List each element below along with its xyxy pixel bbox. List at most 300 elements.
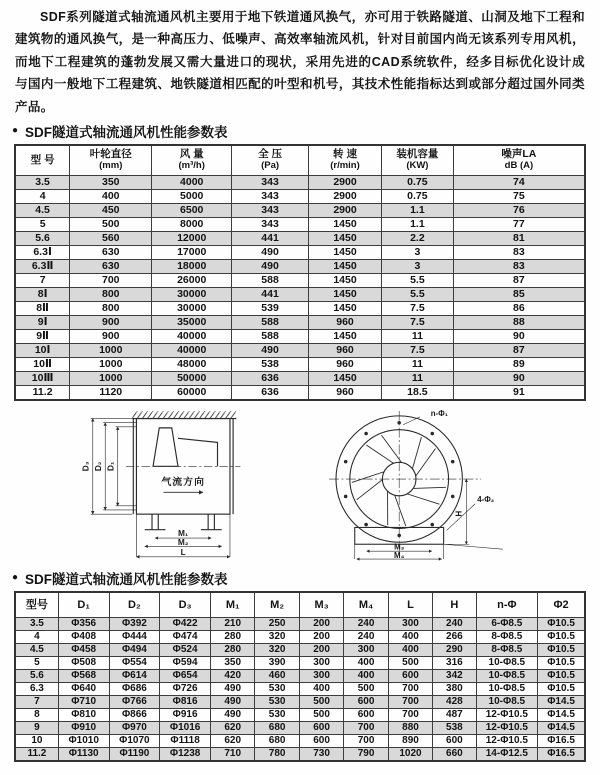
table-cell: 0.75	[381, 175, 453, 189]
column-header: 型 号	[15, 145, 70, 175]
column-header: H	[433, 592, 476, 618]
table-cell: 500	[299, 696, 343, 709]
column-header: 型号	[15, 592, 58, 618]
table-cell: Φ494	[109, 644, 160, 657]
table-cell: 343	[232, 203, 309, 217]
table-cell: Φ508	[58, 657, 109, 670]
table-cell: 90	[453, 371, 585, 385]
column-header: D₂	[109, 592, 160, 618]
table-cell: 300	[299, 657, 343, 670]
table-cell: 8Ⅰ	[15, 287, 70, 301]
table-cell: 600	[344, 709, 388, 722]
table-cell: 6.3Ⅱ	[15, 259, 70, 273]
table-cell: Φ1016	[160, 722, 211, 735]
table-cell: 210	[210, 618, 254, 631]
table-cell: Φ816	[160, 696, 211, 709]
table-cell: 1450	[309, 217, 382, 231]
table-cell: 530	[255, 709, 299, 722]
table-cell: 700	[388, 709, 432, 722]
table-row	[15, 748, 585, 762]
table-cell: 5.6	[15, 231, 70, 245]
table-cell: Φ10.5	[538, 657, 585, 670]
table-cell: 11	[381, 371, 453, 385]
table-cell: 530	[255, 683, 299, 696]
table-row	[15, 670, 585, 683]
table-cell: 50000	[152, 371, 232, 385]
table-cell: 4.5	[15, 203, 70, 217]
header-row	[15, 145, 585, 175]
table-cell: 450	[70, 203, 152, 217]
table-cell: Φ686	[109, 683, 160, 696]
table-cell: 30000	[152, 301, 232, 315]
performance-table	[14, 144, 586, 401]
table-row	[15, 735, 585, 748]
table-cell: 538	[232, 357, 309, 371]
fan-blades	[352, 435, 446, 526]
table-cell: 10	[15, 735, 58, 748]
table-cell: 83	[453, 245, 585, 259]
table-cell: 26000	[152, 273, 232, 287]
table-cell: 9	[15, 722, 58, 735]
table-cell: Φ408	[58, 631, 109, 644]
table-cell: 6-Φ8.5	[476, 618, 538, 631]
table-cell: 1.1	[381, 203, 453, 217]
table-cell: 680	[255, 735, 299, 748]
table-row	[15, 683, 585, 696]
table-cell: 630	[70, 259, 152, 273]
table-cell: 420	[210, 670, 254, 683]
table-cell: 1000	[70, 343, 152, 357]
catalog-page	[0, 6, 600, 775]
table-cell: 316	[433, 657, 476, 670]
table-cell: 636	[232, 371, 309, 385]
table-cell: 40000	[152, 329, 232, 343]
table-cell: 3.5	[15, 175, 70, 189]
section-title-text: SDF隧道式轴流通风机性能参数表	[25, 568, 228, 588]
table-cell: 1450	[309, 329, 382, 343]
table-cell: 539	[232, 301, 309, 315]
section-title-performance	[12, 121, 600, 141]
table-row	[15, 259, 585, 273]
table-cell: 800	[70, 301, 152, 315]
table-cell: 5	[15, 657, 58, 670]
table-cell: 11.2	[15, 385, 70, 400]
table-cell: Φ1118	[160, 735, 211, 748]
table-cell: 600	[344, 696, 388, 709]
table-row	[15, 343, 585, 357]
l-label: L	[181, 547, 186, 557]
column-header: 风 量 (m³/h)	[152, 145, 232, 175]
table-cell: 487	[433, 709, 476, 722]
table-cell: 790	[344, 748, 388, 762]
table-cell: Φ910	[58, 722, 109, 735]
table-cell: Φ1130	[58, 748, 109, 762]
table-cell: 6.3	[15, 683, 58, 696]
table-cell: 700	[344, 735, 388, 748]
table-cell: 428	[433, 696, 476, 709]
table-cell: 530	[255, 696, 299, 709]
column-header: 叶轮直径 (mm)	[70, 145, 152, 175]
table-cell: 343	[232, 175, 309, 189]
table-cell: 76	[453, 203, 585, 217]
fan-front-view-drawing	[301, 405, 527, 563]
table-cell: 636	[232, 385, 309, 400]
table-row	[15, 217, 585, 231]
technical-drawings	[0, 405, 600, 565]
flow-direction-label: 气流方向	[161, 475, 205, 488]
table-cell: 500	[70, 217, 152, 231]
table-cell: 280	[210, 644, 254, 657]
table-cell: 730	[299, 748, 343, 762]
table-cell: 87	[453, 273, 585, 287]
column-header: M₃	[299, 592, 343, 618]
table-cell: 5.5	[381, 287, 453, 301]
table-cell: 490	[210, 696, 254, 709]
table-cell: 1450	[309, 245, 382, 259]
table-row	[15, 657, 585, 670]
table-cell: 600	[299, 735, 343, 748]
column-header: 转 速 (r/min)	[309, 145, 382, 175]
table-cell: 250	[255, 618, 299, 631]
table-cell: Φ594	[160, 657, 211, 670]
table-cell: Φ458	[58, 644, 109, 657]
table-cell: 8	[15, 709, 58, 722]
table-cell: Φ1238	[160, 748, 211, 762]
table-cell: Φ970	[109, 722, 160, 735]
table-row	[15, 696, 585, 709]
table-cell: 200	[299, 631, 343, 644]
table-cell: 10Ⅱ	[15, 357, 70, 371]
table-cell: 11	[381, 357, 453, 371]
table-cell: 1000	[70, 357, 152, 371]
table-row	[15, 315, 585, 329]
column-header: L	[388, 592, 432, 618]
table-cell: 500	[388, 657, 432, 670]
table-cell: 60000	[152, 385, 232, 400]
table-cell: Φ640	[58, 683, 109, 696]
m3-label: M₃	[394, 542, 405, 551]
table-cell: 700	[388, 683, 432, 696]
table-cell: 2900	[309, 203, 382, 217]
table-cell: 77	[453, 217, 585, 231]
table-cell: 86	[453, 301, 585, 315]
table-cell: 500	[299, 709, 343, 722]
m2-label: M₂	[178, 536, 189, 546]
table-row	[15, 329, 585, 343]
table-cell: 12-Φ10.5	[476, 735, 538, 748]
table-cell: Φ14.5	[538, 722, 585, 735]
d2-label: D₂	[93, 461, 103, 471]
table-cell: 900	[70, 315, 152, 329]
table-cell: 5.5	[381, 273, 453, 287]
table-cell: 240	[433, 618, 476, 631]
table-cell: 240	[344, 618, 388, 631]
table-cell: 588	[232, 315, 309, 329]
column-header: M₁	[210, 592, 254, 618]
table-cell: 560	[70, 231, 152, 245]
header-row	[15, 592, 585, 618]
table-cell: 490	[232, 245, 309, 259]
table-cell: 400	[388, 631, 432, 644]
table-cell: 14-Φ12.5	[476, 748, 538, 762]
table-cell: 90	[453, 329, 585, 343]
leader-n-phi	[403, 416, 420, 424]
table-cell: 350	[210, 657, 254, 670]
table-cell: Φ392	[109, 618, 160, 631]
table-cell: 343	[232, 189, 309, 203]
fan-side-view-drawing	[73, 405, 283, 563]
table-cell: Φ866	[109, 709, 160, 722]
table-cell: 8Ⅱ	[15, 301, 70, 315]
table-cell: 490	[232, 259, 309, 273]
table-cell: 960	[309, 343, 382, 357]
table-cell: 400	[344, 657, 388, 670]
table-cell: 660	[433, 748, 476, 762]
table-cell: 880	[388, 722, 432, 735]
table-cell: Φ474	[160, 631, 211, 644]
table-cell: Φ554	[109, 657, 160, 670]
table-cell: Φ422	[160, 618, 211, 631]
table-cell: 0.75	[381, 189, 453, 203]
column-header: Φ2	[538, 592, 585, 618]
table-row	[15, 385, 585, 400]
table-cell: 87	[453, 343, 585, 357]
table-row	[15, 189, 585, 203]
column-header: n-Φ	[476, 592, 538, 618]
d1-label: D₁	[106, 461, 116, 471]
table-row	[15, 722, 585, 735]
table-cell: 48000	[152, 357, 232, 371]
table-cell: Φ356	[58, 618, 109, 631]
table-cell: 588	[232, 273, 309, 287]
table-cell: 2.2	[381, 231, 453, 245]
column-header: 装机容量 (KW)	[381, 145, 453, 175]
table-row	[15, 709, 585, 722]
table-cell: Φ614	[109, 670, 160, 683]
table-cell: Φ10.5	[538, 644, 585, 657]
table-cell: Φ810	[58, 709, 109, 722]
table-cell: 400	[70, 189, 152, 203]
table-cell: 266	[433, 631, 476, 644]
table-row	[15, 175, 585, 189]
table-cell: 7.5	[381, 301, 453, 315]
table-row	[15, 631, 585, 644]
column-header: M₂	[255, 592, 299, 618]
table-row	[15, 618, 585, 631]
table-cell: 91	[453, 385, 585, 400]
table-cell: 88	[453, 315, 585, 329]
table-cell: 7	[15, 273, 70, 287]
table-cell: 2900	[309, 189, 382, 203]
table-cell: Φ524	[160, 644, 211, 657]
table-row	[15, 371, 585, 385]
table-cell: 10-Φ8.5	[476, 696, 538, 709]
table-cell: 680	[255, 722, 299, 735]
table-cell: 74	[453, 175, 585, 189]
table-cell: 490	[232, 343, 309, 357]
table-cell: 700	[344, 722, 388, 735]
intro-paragraph: SDF系列隧道式轴流通风机主要用于地下铁道通风换气，亦可用于铁路隧道、山洞及地下工程和建筑物的通风换气，是一种高压力、低噪声、高效率轴流风机，针对目前国内尚无该系列专用风机，而地下工程建筑的蓬勃发展又需大量进口的现状，采用先进的CAD系统软件，经多目标优化设计成与国内一般地下工程建筑、地铁隧道相匹配的叶型和机号，其技术性能指标达到或部分超过国外同类产品。	[15, 6, 585, 118]
table-cell: 400	[299, 683, 343, 696]
table-cell: 3	[381, 259, 453, 273]
table-cell: 280	[210, 631, 254, 644]
table-cell: 960	[309, 385, 382, 400]
table-cell: 441	[232, 287, 309, 301]
dimensions-table	[14, 591, 586, 763]
table-cell: 320	[255, 631, 299, 644]
four-phi2-label: 4-Φ₂	[477, 494, 494, 503]
table-cell: 380	[433, 683, 476, 696]
table-cell: 7.5	[381, 343, 453, 357]
table-cell: 240	[344, 631, 388, 644]
table-cell: 600	[388, 670, 432, 683]
table-cell: 1450	[309, 371, 382, 385]
table-cell: 620	[210, 735, 254, 748]
table-cell: 200	[299, 618, 343, 631]
table-cell: Φ16.5	[538, 735, 585, 748]
table-cell: 490	[210, 683, 254, 696]
table-cell: 441	[232, 231, 309, 245]
table-cell: 18.5	[381, 385, 453, 400]
table-cell: 18000	[152, 259, 232, 273]
table-cell: 7	[15, 696, 58, 709]
table-cell: 12000	[152, 231, 232, 245]
table-cell: 343	[232, 217, 309, 231]
table-cell: 8000	[152, 217, 232, 231]
table-cell: 81	[453, 231, 585, 245]
table-row	[15, 287, 585, 301]
table-cell: 960	[309, 357, 382, 371]
table-cell: Φ1010	[58, 735, 109, 748]
table-cell: 89	[453, 357, 585, 371]
table-cell: 1120	[70, 385, 152, 400]
table-cell: 10Ⅲ	[15, 371, 70, 385]
column-header: M₄	[344, 592, 388, 618]
table-cell: 5.6	[15, 670, 58, 683]
table-cell: 300	[388, 618, 432, 631]
table-cell: 1020	[388, 748, 432, 762]
table-cell: 4	[15, 631, 58, 644]
table-cell: 75	[453, 189, 585, 203]
table-cell: 5	[15, 217, 70, 231]
table-cell: 460	[255, 670, 299, 683]
table-cell: Φ10.5	[538, 670, 585, 683]
table-cell: 6500	[152, 203, 232, 217]
table-row	[15, 273, 585, 287]
table-cell: 200	[299, 644, 343, 657]
table-cell: 10-Φ8.5	[476, 657, 538, 670]
table-cell: Φ1190	[109, 748, 160, 762]
table-cell: 630	[70, 245, 152, 259]
table-cell: Φ14.5	[538, 696, 585, 709]
table-cell: 600	[299, 722, 343, 735]
table-cell: 390	[255, 657, 299, 670]
table-cell: Φ654	[160, 670, 211, 683]
column-header: D₁	[58, 592, 109, 618]
table-cell: 4	[15, 189, 70, 203]
table-cell: Φ568	[58, 670, 109, 683]
m4-label: M₄	[394, 551, 405, 560]
table-cell: 700	[70, 273, 152, 287]
leader-base	[444, 544, 503, 549]
table-cell: 12-Φ10.5	[476, 709, 538, 722]
table-cell: 8-Φ8.5	[476, 631, 538, 644]
table-cell: 620	[210, 722, 254, 735]
table-cell: 588	[232, 329, 309, 343]
table-cell: 600	[433, 735, 476, 748]
table-cell: Φ1070	[109, 735, 160, 748]
table-cell: 5000	[152, 189, 232, 203]
table-cell: Φ766	[109, 696, 160, 709]
table-cell: 17000	[152, 245, 232, 259]
table-cell: 300	[344, 644, 388, 657]
column-header: D₃	[160, 592, 211, 618]
table-cell: 8-Φ8.5	[476, 644, 538, 657]
h-label: H	[454, 510, 463, 516]
table-cell: 2900	[309, 175, 382, 189]
table-cell: 10Ⅰ	[15, 343, 70, 357]
table-cell: Φ726	[160, 683, 211, 696]
table-cell: Φ10.5	[538, 618, 585, 631]
table-cell: 10-Φ8.5	[476, 670, 538, 683]
table-cell: 780	[255, 748, 299, 762]
table-cell: 500	[344, 683, 388, 696]
table-cell: 490	[210, 709, 254, 722]
table-row	[15, 357, 585, 371]
table-cell: 7.5	[381, 315, 453, 329]
table-cell: 12-Φ10.5	[476, 722, 538, 735]
bullet-icon: ●	[12, 126, 18, 136]
table-cell: 1450	[309, 273, 382, 287]
table-cell: Φ10.5	[538, 683, 585, 696]
table-cell: 10-Φ8.5	[476, 683, 538, 696]
column-header: 全 压 (Pa)	[232, 145, 309, 175]
column-header: 噪声LA dB (A)	[453, 145, 585, 175]
table-cell: 700	[388, 696, 432, 709]
table-cell: 538	[433, 722, 476, 735]
table-cell: Φ14.5	[538, 709, 585, 722]
table-cell: 290	[433, 644, 476, 657]
section-title-text: SDF隧道式轴流通风机性能参数表	[25, 121, 228, 141]
table-cell: 6.3Ⅰ	[15, 245, 70, 259]
table-cell: 35000	[152, 315, 232, 329]
table-cell: 9Ⅱ	[15, 329, 70, 343]
m1-label: M₁	[178, 528, 189, 538]
table-cell: 350	[70, 175, 152, 189]
table-cell: 900	[70, 329, 152, 343]
table-cell: 85	[453, 287, 585, 301]
table-cell: Φ916	[160, 709, 211, 722]
table-cell: 710	[210, 748, 254, 762]
table-cell: 400	[344, 670, 388, 683]
table-row	[15, 203, 585, 217]
table-cell: Φ16.5	[538, 748, 585, 762]
table-cell: 1450	[309, 287, 382, 301]
d3-label: D₃	[81, 461, 91, 471]
table-row	[15, 644, 585, 657]
table-cell: 342	[433, 670, 476, 683]
table-cell: 9Ⅰ	[15, 315, 70, 329]
table-cell: 3.5	[15, 618, 58, 631]
table-cell: 400	[388, 644, 432, 657]
table-cell: 4.5	[15, 644, 58, 657]
table-row	[15, 231, 585, 245]
table-cell: 320	[255, 644, 299, 657]
table-cell: 3	[381, 245, 453, 259]
table-cell: 1.1	[381, 217, 453, 231]
table-cell: 1450	[309, 301, 382, 315]
table-cell: 960	[309, 315, 382, 329]
